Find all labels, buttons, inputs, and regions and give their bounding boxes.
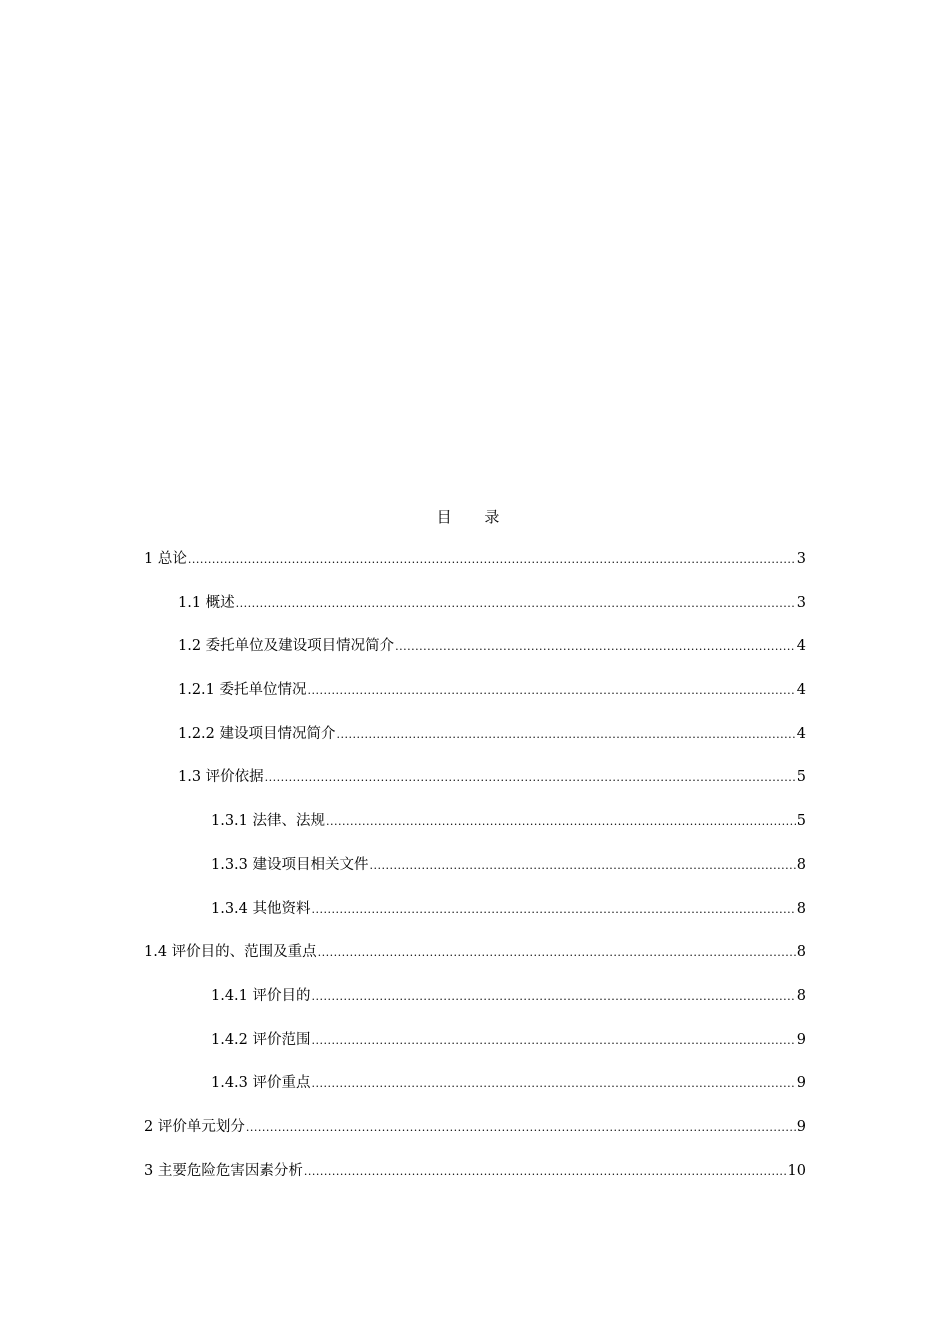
- toc-entry-page: 5: [796, 769, 806, 786]
- toc-entry-page: 5: [796, 813, 806, 830]
- toc-entry-page: 4: [796, 638, 806, 655]
- toc-entry[interactable]: [144, 593, 806, 637]
- toc-leader-dots: [312, 900, 796, 920]
- toc-leader-dots: [370, 856, 796, 876]
- toc-entry[interactable]: [144, 942, 806, 986]
- toc-entry-text: 1.3.1 法律、法规: [211, 813, 326, 830]
- toc-entry[interactable]: [144, 549, 806, 593]
- toc-entry-text: 3 主要危险危害因素分析: [144, 1162, 303, 1179]
- toc-entry-page: 3: [796, 551, 806, 567]
- toc-leader-dots: [312, 1031, 796, 1051]
- toc-entry[interactable]: [144, 767, 806, 811]
- toc-leader-dots: [265, 768, 796, 788]
- toc-entry[interactable]: [144, 1117, 806, 1161]
- toc-entry-text: 1.3.4 其他资料: [211, 900, 311, 917]
- toc-entry-page: 8: [796, 987, 806, 1004]
- toc-entry-page: 4: [796, 682, 806, 699]
- toc-entry-text: 1.2.1 委托单位情况: [178, 682, 307, 699]
- toc-entry-page: 9: [796, 1118, 806, 1135]
- toc-entry[interactable]: [144, 724, 806, 768]
- toc-leader-dots: [312, 987, 796, 1007]
- toc-leader-dots: [236, 594, 796, 614]
- toc-entry-text: 1.1 概述: [178, 594, 235, 611]
- toc-entry[interactable]: [144, 899, 806, 943]
- table-of-contents: [144, 549, 806, 1204]
- toc-entry-text: 2 评价单元划分: [144, 1118, 245, 1135]
- toc-entry[interactable]: [144, 855, 806, 899]
- toc-leader-dots: [395, 637, 796, 657]
- toc-entry[interactable]: [144, 680, 806, 724]
- toc-entry-text: 1.2 委托单位及建设项目情况简介: [178, 638, 395, 655]
- toc-entry-page: 8: [796, 944, 806, 961]
- toc-leader-dots: [308, 681, 796, 701]
- toc-entry-text: 1.4 评价目的、范围及重点: [144, 944, 317, 961]
- toc-entry-page: 3: [796, 594, 806, 611]
- toc-entry[interactable]: [144, 1161, 806, 1205]
- toc-entry-page: 8: [796, 900, 806, 917]
- toc-leader-dots: [337, 725, 796, 745]
- toc-leader-dots: [246, 1118, 796, 1138]
- toc-entry-page: 9: [796, 1031, 806, 1048]
- toc-entry-text: 1.3.3 建设项目相关文件: [211, 856, 369, 873]
- toc-entry-page: 10: [787, 1162, 806, 1179]
- toc-entry-text: 1.2.2 建设项目情况简介: [178, 725, 336, 742]
- toc-entry[interactable]: [144, 986, 806, 1030]
- toc-leader-dots: [304, 1162, 787, 1182]
- toc-entry-page: 9: [796, 1075, 806, 1092]
- toc-leader-dots: [318, 943, 796, 963]
- toc-entry-text: 1.3 评价依据: [178, 769, 264, 786]
- toc-leader-dots: [312, 1074, 796, 1094]
- toc-entry-text: 1.4.3 评价重点: [211, 1075, 311, 1092]
- toc-entry-page: 8: [796, 856, 806, 873]
- toc-leader-dots: [326, 812, 796, 832]
- toc-leader-dots: [188, 550, 796, 570]
- toc-entry-text: 1.4.1 评价目的: [211, 987, 311, 1004]
- toc-entry-text: 1 总论: [144, 551, 187, 567]
- toc-title: 目 录: [436, 508, 514, 526]
- toc-entry[interactable]: [144, 636, 806, 680]
- toc-entry[interactable]: [144, 1030, 806, 1074]
- toc-entry-text: 1.4.2 评价范围: [211, 1031, 311, 1048]
- toc-entry-page: 4: [796, 725, 806, 742]
- toc-entry[interactable]: [144, 1073, 806, 1117]
- toc-entry[interactable]: [144, 811, 806, 855]
